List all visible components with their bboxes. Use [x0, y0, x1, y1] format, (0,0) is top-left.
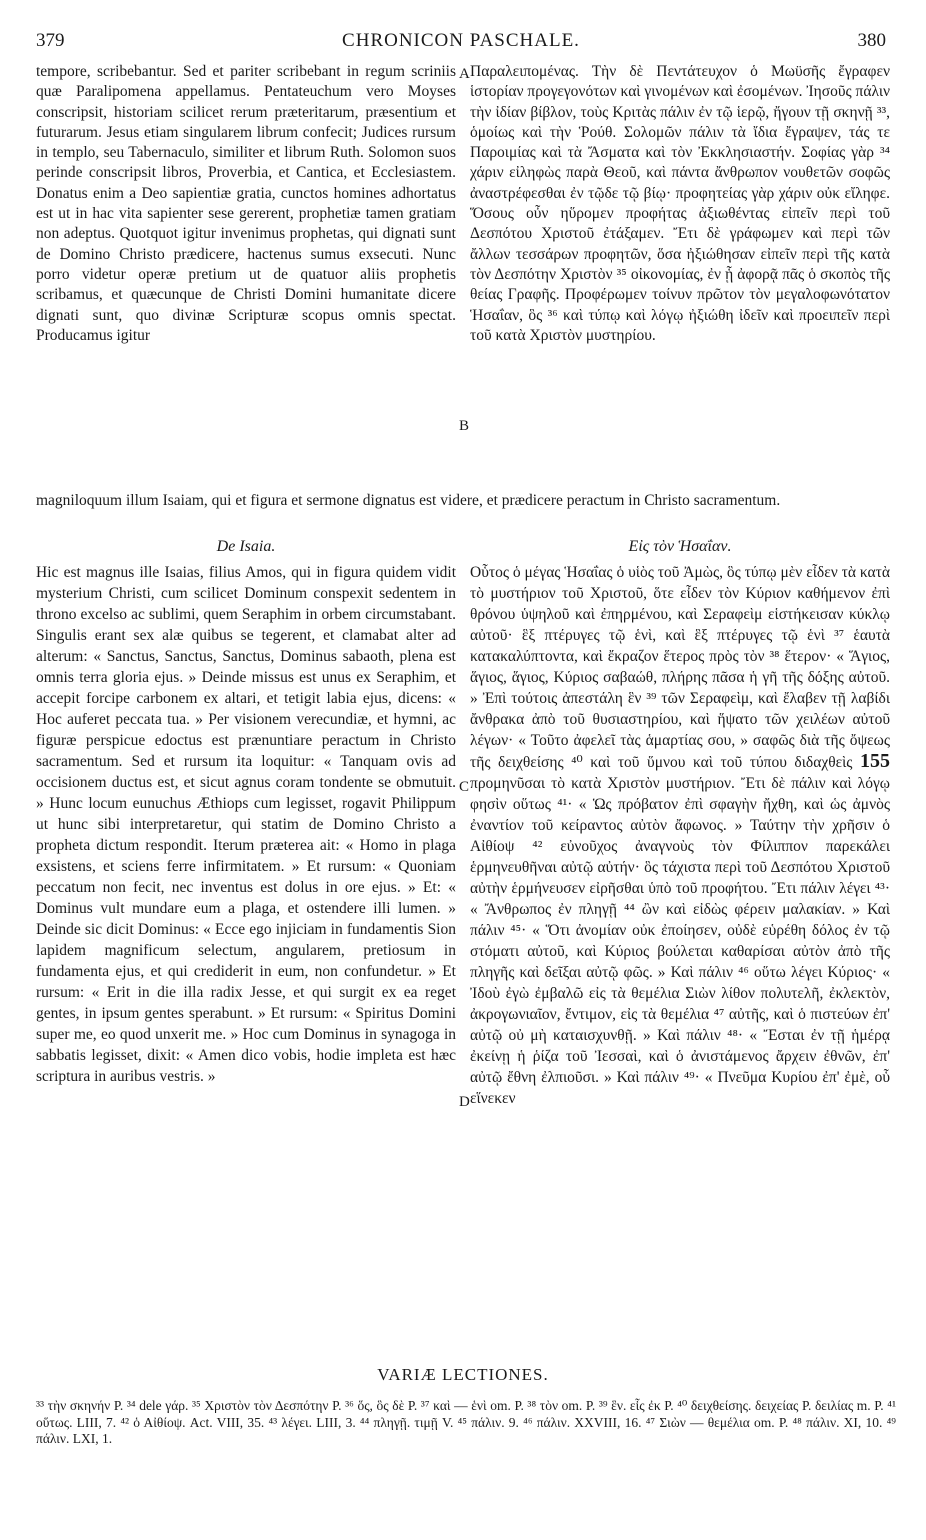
section-heading-latin: De Isaia. [216, 538, 276, 555]
latin-paragraph: tempore, scribebantur. Sed et pariter scribebant in regum scriniis quæ Paralipomena appellamus. Pentateuchum vero Moyses conscripsit, historiam scilicet rerum præteritarum, præsentium et futurarum. Jesus etiam singularem librum confecit; Judices rursum in templo, seu Tabernaculo, similiter et librum Ruth. Solomon suos perinde conscripsit libros, Proverbia, et Cantica, et Ecclesiastem. Donatus enim a Deo sapientiæ gratia, cunctos homines adhortatus est ut in hac vita sapienter sese gererent, prophetiæ tamen gratiam non adeptus. Quotquot igitur invenimus prophetas, qui dignati sunt de Domino Christo prædicere, hactenus sumus exsecuti. Nunc porro videtur operæ pretium ut de quatuor aliis prophetis scribamus, et quæcunque de Christi Domini humanitate dicere dignati sunt, quo divinæ Scripturæ scopus omnis spectat. Producamus igitur [36, 63, 456, 344]
latin-wide-line [36, 491, 888, 511]
section-heading-greek: Εἰς τὸν Ἡσαΐαν. [628, 538, 732, 555]
greek-isaiah-text-b: προμηνῦσαι τὸ κατὰ Χριστὸν μυστήριον. Ἔτι δὲ πάλιν καὶ λόγῳ φησὶν οὕτως ⁴¹· « Ὡς πρόβατον ἐπὶ σφαγὴν ἤχθη, καὶ ὡς ἀμνὸς ἐναντίον τοῦ κείραντος αὐτὸν ἄφωνος. » Ταύτην τὴν χρῆσιν ὁ Αἰθίοψ ⁴² εὐνοῦχος ἀναγνοὺς τὸν Φίλιππον παρεκάλει ἑρμηνευθῆναι αὐτῷ αὐτήν· ὃς τάχιστα περὶ τοῦ Δεσπότου Χριστοῦ αὐτὴν ἑρμήνευσεν εἰρῆσθαι ὑπὸ τοῦ προφήτου. Ἔτι πάλιν λέγει ⁴³· « Ἄνθρωπος ἐν πληγῇ ⁴⁴ ὢν καὶ εἰδὼς φέρειν μαλακίαν. » Καὶ πάλιν ⁴⁵· « Ὅτι ἀνομίαν οὐκ ἐποίησεν, οὐδὲ εὑρέθη δόλος ἐν τῷ στόματι αὐτοῦ, καὶ Κύριος βούλεται καθαρίσαι αὐτὸν ἀπὸ τῆς πληγῆς καὶ δεῖξαι αὐτῷ φῶς. » Καὶ πάλιν ⁴⁶ οὕτω λέγει Κύριος· « Ἰδοὺ ἐγὼ ἐμβαλῶ εἰς τὰ θεμέλια Σιὼν λίθον πολυτελῆ, ἐκλεκτὸν, ἀκρογωνιαῖον, ἔντιμον, εἰς τὰ θεμέλια ⁴⁷ αὐτῆς, καὶ ὁ πιστεύων ἐπ' αὐτῷ οὐ μὴ καταισχυνθῇ. » Καὶ πάλιν ⁴⁸· « Ἔσται ἐν τῇ ἡμέρᾳ ἐκείνῃ ἡ ῥίζα τοῦ Ἰεσσαὶ, καὶ ὁ ἀνιστάμενος ἄρχειν ἐθνῶν, ἐπ' αὐτῷ ἔθνη ἐλπιοῦσι. » Καὶ πάλιν ⁴⁹· « Πνεῦμα Κυρίου ἐπ' ἐμὲ, οὗ εἵνεκεν [470, 775, 890, 1107]
edition-page-number: 155 [860, 750, 891, 772]
margin-letter-a: A [459, 66, 470, 82]
greek-column-bottom [470, 562, 890, 1109]
greek-paragraph: Παραλειπομένας. Τὴν δὲ Πεντάτευχον ὁ Μωϋσῆς ἔγραφεν ἱστορίαν προγεγονότων καὶ γινομένων καὶ ἐσομένων. Ἰησοῦς πάλιν τὴν ἰδίαν βίβλον, τοὺς Κριτὰς πάλιν ἐν τῷ ἱερῷ, ἤγουν τῇ σκηνῇ ³³, ὁμοίως καὶ τὴν Ῥούθ. Σολομῶν πάλιν τὰ ἴδια ἔγραψεν, τάς τε Παροιμίας καὶ τὰ Ἄσματα καὶ τὸν Ἐκκλησιαστήν. Σοφίας γὰρ ³⁴ χάριν εἰληφὼς παρὰ Θεοῦ, καὶ πάντα ἄνθρωπον νουθετῶν σοφῶς ἀναστρέφεσθαι ἐν τῷδε τῷ βίῳ· προφητείας γὰρ χάριν οὐκ εἴληφε. Ὅσους οὖν ηὕρομεν προφήτας ἀξιωθέντας εἰπεῖν περὶ τοῦ Δεσπότου Χριστοῦ ἐτάξαμεν. Ἔτι δὲ γράφωμεν καὶ περὶ τῶν ἄλλων τεσσάρων προφητῶν, ὅσα ἠξιώθησαν εἰπεῖν περὶ τῆς κατὰ τὸν Δεσπότην Χριστὸν ³⁵ οἰκονομίας, ἐν ᾗ ἀφορᾷ πᾶς ὁ σκοπὸς τῆς θείας Γραφῆς. Προφέρωμεν τοίνυν πρῶτον τὸν μεγαλοφωνότατον Ἡσαΐαν, ὃς ³⁶ καὶ τύπῳ καὶ λόγῳ ἠξιώθη ἰδεῖν καὶ προειπεῖν περὶ τοῦ κατὰ Χριστὸν μυστηρίου. [470, 63, 890, 344]
variant-readings-notes [36, 1398, 896, 1448]
running-title: CHRONICON PASCHALE. [342, 30, 580, 51]
page-number-right: 380 [857, 30, 886, 51]
running-header [36, 30, 886, 58]
page-number-left: 379 [36, 30, 65, 51]
variae-lectiones-heading: VARIÆ LECTIONES. [377, 1365, 549, 1384]
latin-isaiah-paragraph: Hic est magnus ille Isaias, filius Amos, qui in figura quidem vidit mysterium Christi, cum scilicet Dominum conspexit sedentem in throno excelso ac sublimi, quem Seraphim in orbem circumstabant. Singulis erant sex alæ quibus se tegerent, et clamabat alter ad alterum: « Sanctus, Sanctus, Sanctus, Dominus sabaoth, plena est omnis terra gloria ejus. » Deinde missus est unus ex Seraphim, et accepit forcipe carbonem ex altari, et tetigit labia ejus, dicens: « Hoc auferet peccata tua. » Per visionem verecundiæ, et hymni, ac figuræ perspicue edoctus est prænuntiare peractum in Christo sacramentum. Sed et rursum ita loquitur: « Tanquam ovis ad occisionem ductus est, et sicut agnus coram tondente se obmutuit. » Hunc locum eunuchus Æthiops cum legisset, rogavit Philippum ut hunc sibi interpretaretur, qui statim de Domino Christo a propheta dictum respondit. Iterum præterea ait: « Homo in plaga exsistens, et sciens ferre infirmitatem. » Et rursum: « Quoniam peccatum non fecit, nec inventus est dolus in ore ejus. » Et: « Dominus vult mundare eum a plaga, et ostendere illi lumen. » Deinde sic dicit Dominus: « Ecce ego injiciam in fundamentis Sion lapidem magnificum selectum, angularem, pretiosum in fundamenta ejus, et qui crediderit in eum, non confundetur. » Et rursum: « Erit in die illa radix Jesse, et qui surgit ex ea reget gentes, in ipsum gentes sperabunt. » Et rursum: « Spiritus Domini super me, eo quod unxerit me. » Hoc cum Dominus in synagoga in sabbatis legisset, dixit: « Amen dico vobis, hodie impleta est hæc scriptura in auribus vestris. » [36, 564, 456, 1085]
greek-isaiah-text-a: Οὗτος ὁ μέγας Ἡσαΐας ὁ υἱὸς τοῦ Ἀμὼς, ὃς τύπῳ μὲν εἶδεν τὰ κατὰ τὸ μυστήριον τοῦ Χριστοῦ, ὅτε εἶδεν τὸν Κύριον καθήμενον ἐπὶ θρόνου ὑψηλοῦ καὶ ἐπηρμένου, καὶ Σεραφεὶμ εἱστήκεισαν κύκλῳ αὐτοῦ· ἓξ πτέρυγες τῷ ἑνὶ, καὶ ἓξ πτέρυγες τῷ ἑνὶ ³⁷ ἑαυτὰ κατακαλύπτοντα, καὶ ἔκραζον ἕτερος πρὸς τὸν ³⁸ ἕτερον· « Ἅγιος, ἅγιος, ἅγιος, Κύριος σαβαώθ, πλήρης πᾶσα ἡ γῆ τῆς δόξης αὐτοῦ. » Ἐπὶ τούτοις ἀπεστάλη ἓν ³⁹ τῶν Σεραφεὶμ, καὶ ἔλαβεν τῇ λαβίδι ἄνθρακα ἀπὸ τοῦ θυσιαστηρίου, καὶ ἥψατο τῶν χειλέων αὐτοῦ λέγων· « Τοῦτο ἀφελεῖ τὰς ἁμαρτίας σου, » σαφῶς διὰ τῆς ὄψεως τῆς δειχθείσης ⁴⁰ καὶ τοῦ ὕμνου καὶ τοῦ τύπου διδαχθεὶς [470, 564, 890, 771]
latin-column-top [36, 62, 456, 346]
latin-wide-paragraph: magniloquum illum Isaiam, qui et figura et sermone dignatus est videre, et prædicere peractum in Christo sacramentum. [36, 492, 781, 509]
margin-letter-b: B [459, 418, 470, 434]
notes-text: ³³ τὴν σκηνήν P. ³⁴ dele γάρ. ³⁵ Χριστὸν τὸν Δεσπότην P. ³⁶ ὅς, ὃς δὲ P. ³⁷ καὶ — ἑνὶ om. P. ³⁸ τὸν om. P. ³⁹ ἓν. εἷς ἐκ P. ⁴⁰ δειχθείσης. δειχείας P. δειλίας m. P. ⁴¹ οὕτως. LIII, 7. ⁴² ὁ Αἰθίοψ. Act. VIII, 35. ⁴³ λέγει. LIII, 3. ⁴⁴ πληγῇ. τιμῇ V. ⁴⁵ πάλιν. 9. ⁴⁶ πάλιν. XXVIII, 16. ⁴⁷ Σιὼν — θεμέλια om. P. ⁴⁸ πάλιν. XI, 10. ⁴⁹ πάλιν. LXI, 1. [36, 1398, 896, 1446]
greek-isaiah-paragraph [470, 562, 890, 1109]
margin-letter-d: D [459, 1094, 470, 1110]
greek-column-top [470, 62, 890, 346]
margin-letter-c: C [459, 779, 470, 795]
latin-column-bottom [36, 562, 456, 1087]
